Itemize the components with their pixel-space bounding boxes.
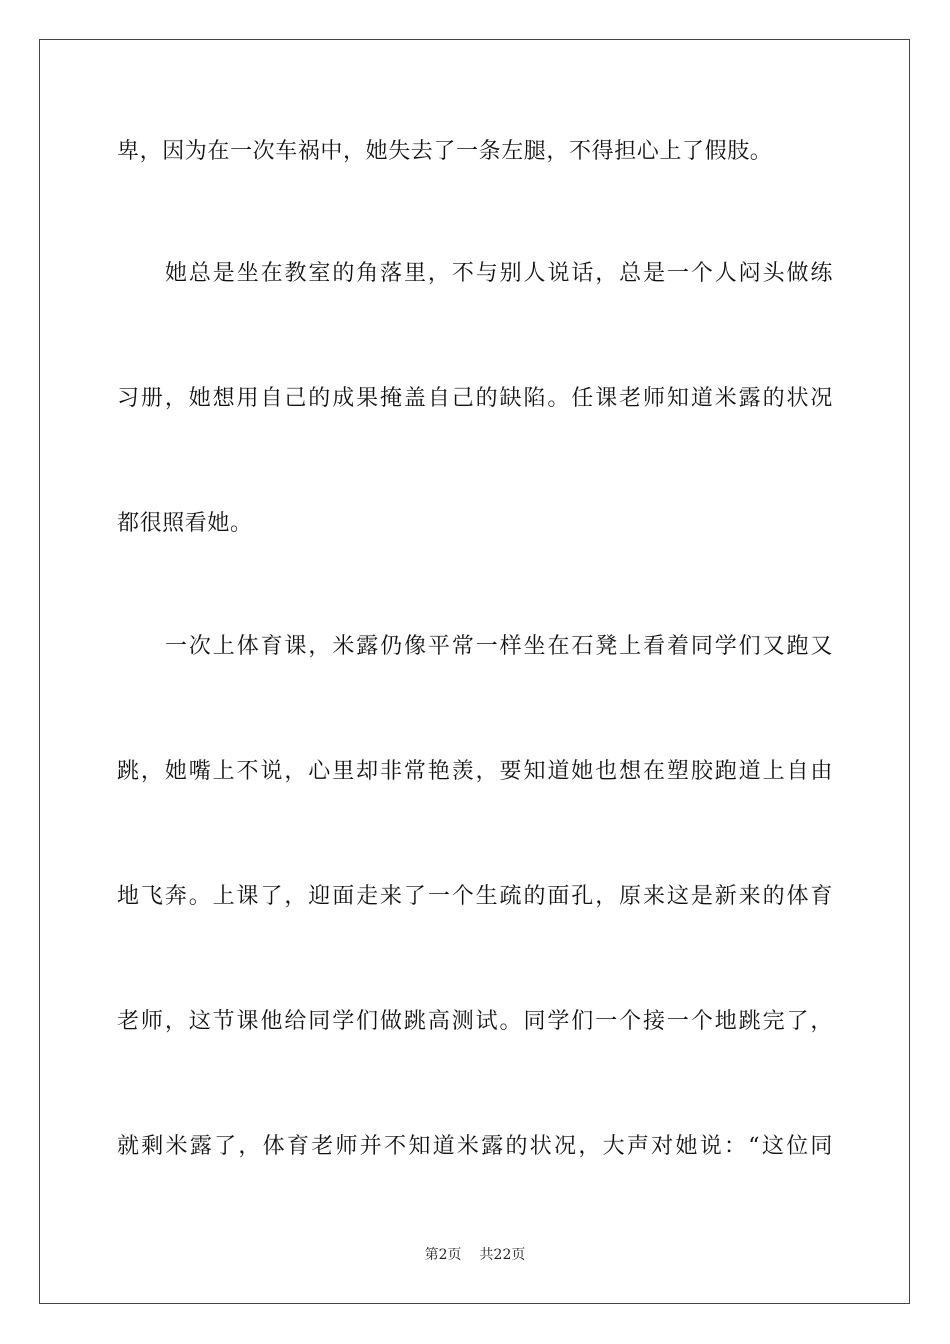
paragraph-line-3: 习册，她想用自己的成果掩盖自己的缺陷。任课老师知道米露的状况 bbox=[117, 386, 833, 411]
page-footer bbox=[0, 1245, 950, 1265]
paragraph-line-8: 老师，这节课他给同学们做跳高测试。同学们一个接一个地跳完了， bbox=[117, 1009, 833, 1034]
paragraph-line-5: 一次上体育课，米露仍像平常一样坐在石凳上看着同学们又跑又 bbox=[165, 634, 833, 659]
paragraph-line-9: 就剩米露了，体育老师并不知道米露的状况，大声对她说：“这位同 bbox=[117, 1134, 833, 1159]
page-border bbox=[39, 39, 910, 1304]
page-number: 第2页 bbox=[424, 1247, 462, 1263]
paragraph-line-1: 卑，因为在一次车祸中，她失去了一条左腿，不得担心上了假肢。 bbox=[117, 139, 773, 164]
paragraph-line-2: 她总是坐在教室的角落里，不与别人说话，总是一个人闷头做练 bbox=[165, 261, 833, 286]
page-total: 共22页 bbox=[479, 1247, 526, 1263]
paragraph-line-7: 地飞奔。上课了，迎面走来了一个生疏的面孔，原来这是新来的体育 bbox=[117, 884, 833, 909]
paragraph-line-6: 跳，她嘴上不说，心里却非常艳羡，要知道她也想在塑胶跑道上自由 bbox=[117, 759, 833, 784]
paragraph-line-4: 都很照看她。 bbox=[117, 511, 253, 536]
